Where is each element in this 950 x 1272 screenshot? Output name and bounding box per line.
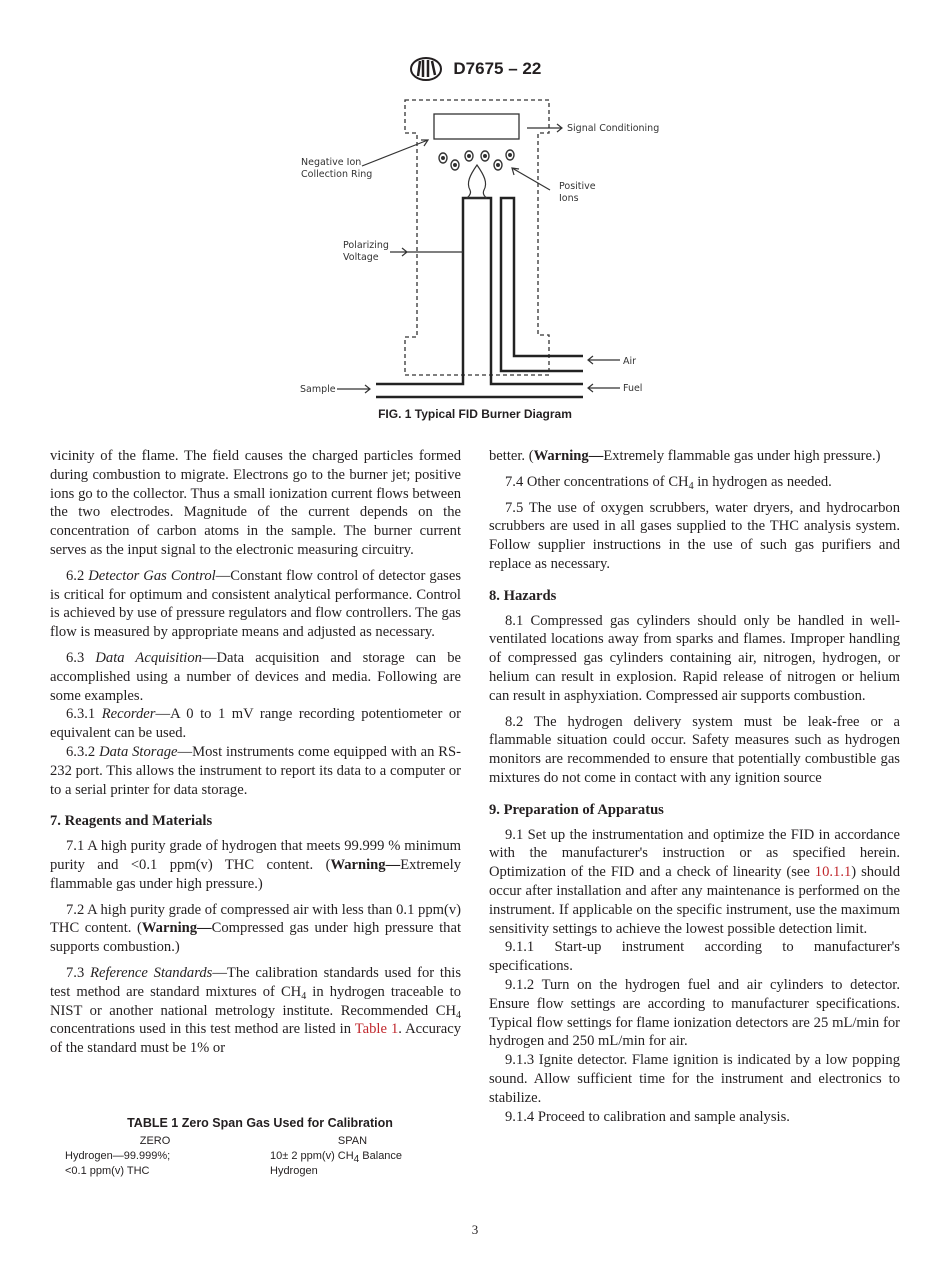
text-run: 7.1 A high purity grade of hydrogen that meets 99.999 % minimum purity and <0.1 ppm(v) THC content. ( xyxy=(50,838,461,873)
section-heading xyxy=(489,801,900,820)
air-arrow-icon xyxy=(588,356,620,364)
text-run: Recorder xyxy=(101,706,156,723)
paragraph xyxy=(489,826,900,939)
subscript: 4 xyxy=(688,480,694,492)
paragraph xyxy=(50,964,461,1058)
subscript: 4 xyxy=(353,1154,360,1165)
paragraph xyxy=(50,447,461,560)
fid-burner-diagram xyxy=(0,0,950,430)
section-heading xyxy=(50,812,461,831)
text-run: in hydrogen traceable to NIST or another national metrology institute. Recommended CH xyxy=(50,983,461,1019)
burner-tubes xyxy=(376,198,583,397)
text-run: 6.3.2 xyxy=(66,743,100,760)
label-sample: Sample xyxy=(300,384,336,395)
table-row xyxy=(55,1164,465,1179)
paragraph xyxy=(489,1051,900,1107)
left-column xyxy=(50,447,461,1058)
text-run: 7.5 The use of oxygen scrubbers, water dryers, and hydrocarbon scrubbers are used in all gases supplied to the THC analysis system. Follow supplier instructions in the use of such gas purifiers and replace as necessary. xyxy=(489,499,900,572)
cell-span-text: Balance xyxy=(359,1150,403,1162)
paragraph xyxy=(50,567,461,642)
section-heading xyxy=(489,587,900,606)
ion-icon xyxy=(506,150,514,160)
text-run: —Data acquisition and storage can be accomplished using a number of devices and media. Following are some examples. xyxy=(50,649,461,704)
column-header-zero: ZERO xyxy=(139,1135,171,1147)
paragraph xyxy=(489,938,900,976)
polarizing-arrow-icon xyxy=(390,248,463,256)
text-run: 6.3.1 xyxy=(66,706,102,723)
text-run: 6.2 xyxy=(66,567,89,584)
designation: D7675 – 22 xyxy=(453,59,542,78)
text-run: 9.1.4 Proceed to calibration and sample analysis. xyxy=(505,1108,790,1125)
subscript: 4 xyxy=(301,990,307,1002)
right-column xyxy=(489,447,900,1126)
label-ions: Ions xyxy=(559,193,579,204)
table-header-row xyxy=(55,1134,465,1149)
text-run: 7. Reagents and Materials xyxy=(50,813,213,830)
cross-reference-link[interactable]: Table 1 xyxy=(354,1021,399,1038)
text-run: in hydrogen as needed. xyxy=(693,473,832,490)
paragraph xyxy=(489,713,900,788)
text-run: Compressed gas under high pressure that supports combustion.) xyxy=(50,920,462,956)
text-run: Warning— xyxy=(533,448,604,464)
text-run: Reference Standards xyxy=(90,964,213,981)
paragraph xyxy=(489,499,900,574)
table-title: TABLE 1 Zero Span Gas Used for Calibration xyxy=(127,1116,393,1130)
text-run: vicinity of the flame. The field causes the charged particles formed during combustion to migrate. Electrons go to the burner jet; positive ions go to the collector. Thus a small ionization current flows between the two electrodes. Magnitude of the current depends on the concentration of carbon atoms in the sample. The burner current serves as the input signal to the electronic measuring circuitry. xyxy=(50,448,461,558)
text-run: 7.2 A high purity grade of compressed air with less than 0.1 ppm(v) THC content. ( xyxy=(50,901,461,937)
paragraph xyxy=(50,743,461,799)
text-run: Warning— xyxy=(330,856,401,873)
column-header-span: SPAN xyxy=(337,1135,368,1147)
text-run: better. ( xyxy=(489,448,534,464)
table-1 xyxy=(55,1116,465,1179)
figure-caption: FIG. 1 Typical FID Burner Diagram xyxy=(378,407,572,421)
cell-zero: Hydrogen—99.999%; xyxy=(65,1150,171,1162)
text-run: Data Acquisition xyxy=(95,649,202,666)
ion-icon xyxy=(465,151,473,161)
text-run: ) should occur after installation and after any maintenance is performed on the instrument. If applicable on the specific instrument, use the maximum sensitivity settings to achieve the lowest possible detection limit. xyxy=(489,864,900,937)
cell-zero: <0.1 ppm(v) THC xyxy=(65,1165,150,1177)
paragraph xyxy=(50,649,461,705)
paragraph xyxy=(489,1108,900,1127)
subscript: 4 xyxy=(456,1009,461,1021)
text-run: 7.3 xyxy=(66,964,91,981)
cell-span-text: 10± 2 ppm(v) CH xyxy=(270,1150,354,1162)
text-run: —The calibration standards used for this test method are standard mixtures of CH xyxy=(50,964,462,1000)
text-run: —Constant flow control of detector gases is critical for optimum and consistent analytical performance. Control is achieved by use of pressure regulators and flow controllers. The gas flow is measured by appropriate means and adjusted as necessary. xyxy=(50,567,462,641)
text-run: Warning— xyxy=(141,920,212,937)
text-run: 7.4 Other concentrations of CH xyxy=(505,473,689,490)
label-positive: Positive xyxy=(559,181,596,192)
text-run: Detector Gas Control xyxy=(88,567,216,584)
cross-reference-link[interactable]: 10.1.1 xyxy=(814,864,852,881)
positive-ions xyxy=(439,150,514,170)
paragraph xyxy=(489,447,900,466)
cell-span: Hydrogen xyxy=(270,1165,318,1177)
text-run: Extremely flammable gas under high pressure.) xyxy=(50,856,461,892)
text-run: 8.1 Compressed gas cylinders should only be handled in well-ventilated locations away from sparks and flames. Improper handling of compressed gas cylinders containing air, nitrogen, hydrogen, or helium can result in explosion. Rapid release of nitrogen or helium can result in asphyxiation. Compressed air supports combustion. xyxy=(489,612,900,704)
text-run: 6.3 xyxy=(66,649,96,666)
text-run: 8. Hazards xyxy=(489,587,557,604)
paragraph xyxy=(50,705,461,743)
collector-box xyxy=(434,114,519,139)
paragraph xyxy=(489,473,900,492)
label-signal-conditioning: Signal Conditioning xyxy=(567,123,660,134)
label-voltage: Voltage xyxy=(343,252,379,263)
ion-icon xyxy=(451,160,459,170)
text-run: Data Storage xyxy=(99,743,178,760)
text-run: 9. Preparation of Apparatus xyxy=(489,801,664,818)
text-run: concentrations used in this test method are listed in xyxy=(50,1021,355,1038)
page-number: 3 xyxy=(471,1222,479,1237)
text-run: —Most instruments come equipped with an RS-232 port. This allows the instrument to report its data to a computer or to a serial printer for data storage. xyxy=(50,743,461,798)
text-run: . Accuracy of the standard must be 1% or xyxy=(50,1021,461,1057)
sample-arrow-icon xyxy=(337,385,370,393)
label-polarizing: Polarizing xyxy=(343,240,389,251)
cell-span xyxy=(270,1149,465,1164)
positive-ion-arrow-icon xyxy=(512,168,550,190)
signal-arrow-icon xyxy=(527,124,562,132)
text-run: 9.1 Set up the instrumentation and optimize the FID in accordance with the manufacturer's instruction or as specified herein. Optimization of the FID and a check of linearity (see xyxy=(489,826,900,881)
ion-icon xyxy=(481,151,489,161)
paragraph xyxy=(489,612,900,706)
text-run: Extremely flammable gas under high pressure.) xyxy=(603,448,881,464)
paragraph xyxy=(50,901,461,957)
flame-icon xyxy=(467,165,487,198)
table-row xyxy=(55,1149,465,1164)
label-collection-ring: Collection Ring xyxy=(301,169,373,180)
label-fuel: Fuel xyxy=(623,383,643,394)
negative-ion-arrow-icon xyxy=(362,140,428,166)
label-negative-ion: Negative Ion xyxy=(301,157,362,168)
text-run: 9.1.1 Start-up instrument according to manufacturer's specifications. xyxy=(489,939,900,975)
ion-icon xyxy=(494,160,502,170)
text-run: 8.2 The hydrogen delivery system must be leak-free or a flammable situation could occur. Safety measures such as hydrogen monitors are recommended to ensure that potentially combustible gas mixtures do not come in contact with any ignition source xyxy=(489,713,900,786)
ion-icon xyxy=(439,153,447,163)
arrows xyxy=(337,124,620,393)
paragraph xyxy=(489,976,900,1051)
text-run: 9.1.2 Turn on the hydrogen fuel and air cylinders to detector. Ensure flow settings are according to manufacturer specifications. Typical flow settings for flame ionization detectors are 25 mL/min for hydrogen and 250 mL/min for air. xyxy=(489,976,900,1050)
label-air: Air xyxy=(623,356,637,367)
paragraph xyxy=(50,837,461,893)
text-run: —A 0 to 1 mV range recording potentiometer or equivalent can be used. xyxy=(50,706,461,742)
fuel-arrow-icon xyxy=(588,384,620,392)
text-run: 9.1.3 Ignite detector. Flame ignition is indicated by a low popping sound. Allow sufficient time for the instrument and electronics to stabilize. xyxy=(489,1052,900,1106)
